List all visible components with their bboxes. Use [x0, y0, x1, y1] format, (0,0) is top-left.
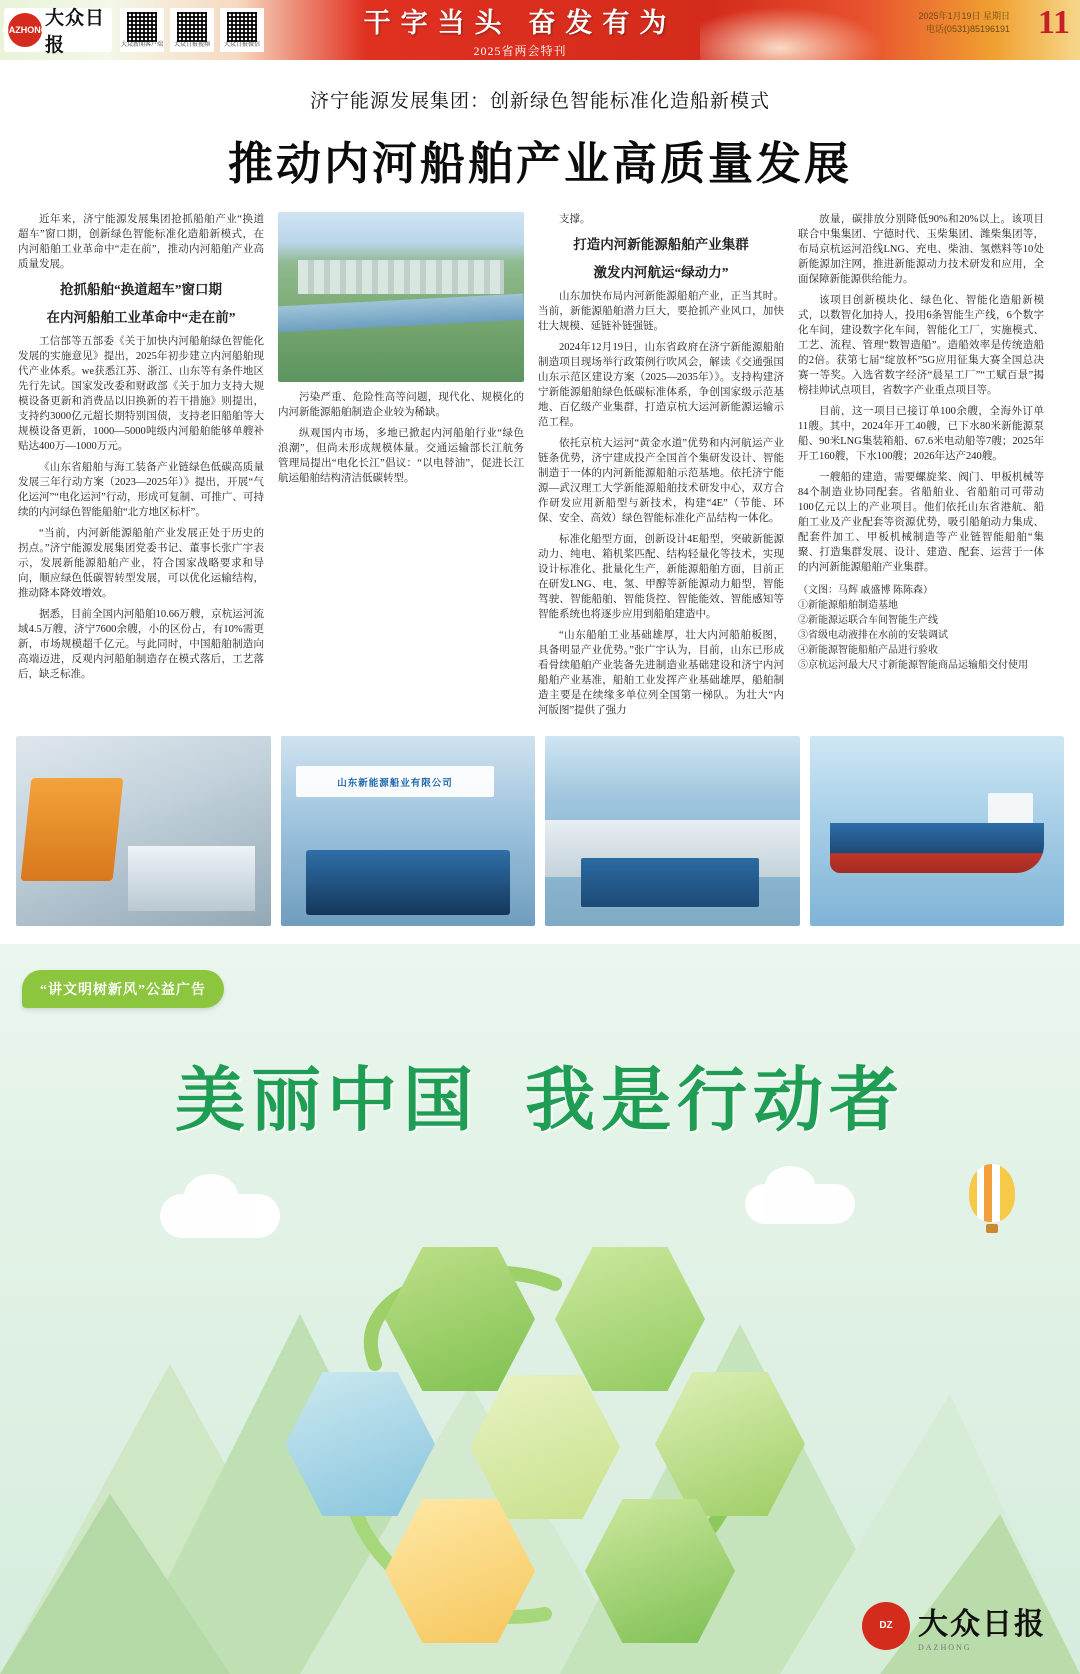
paragraph: 近年来，济宁能源发展集团抢抓船舶产业“换道超车”窗口期，创新绿色智能标准化造船新模式，在内河船舶工业革命中“走在前”，推动内河船舶产业高质量发展。	[18, 214, 264, 270]
ad-title-right: 我是行动者	[525, 1063, 905, 1140]
paragraph: 2024年12月19日，山东省政府在济宁新能源船舶制造项目现场举行政策例行吹风会，解读《交通强国山东示范区建设方案（2025—2035年）》。支持构建济宁新能源船舶绿色低碳标准体系，争创国家级示范基地、百亿级产业集群，打造京杭大运河新能源运输示范工程。	[538, 342, 784, 428]
hex-clear-plate-illustration	[655, 1369, 805, 1519]
paragraph: 依托京杭大运河“黄金水道”优势和内河航运产业链条优势，济宁建成投产全国首个集研发设计、智能制造于一体的内河新能源船舶示范基地。依托济宁能源—武汉理工大学新能源船舶技术研发中心，双方合作研发应用新船型与新技术，构建“4E”（节能、环保、安全、高效）绿色智能标准化产品结构一体化。	[538, 438, 784, 524]
column-3	[538, 212, 784, 724]
credit-head: （文图：马辉 戚盛博 陈陈森）	[798, 585, 933, 596]
hex-waste-sorting-illustration	[555, 1244, 705, 1394]
public-service-ad	[0, 944, 1080, 1674]
paragraph: 纵观国内市场，多地已掀起内河船舶行业“绿色浪潮”，但尚未形成规模体量。交通运输部长江航务管理局提出“电化长江”倡议：“以电替油”，促进长江航运船舶结构清洁低碳转型。	[278, 428, 524, 484]
qr-code-wechat[interactable]	[220, 8, 264, 52]
phone-line: 电话(0531)85196191	[925, 24, 1010, 34]
article-header	[0, 60, 1080, 202]
hex-green-energy-illustration	[285, 1369, 435, 1519]
logo-badge-icon: DAZHONG	[8, 13, 42, 47]
paragraph: 《山东省船舶与海工装备产业链绿色低碳高质量发展三年行动方案（2023—2025年）》提出，开展“气化运河”“电化运河”行动，形成可复制、可推广、可持续的内河绿色智能船舶“北方地区标杆”。	[18, 462, 264, 518]
aerial-photo	[278, 212, 524, 382]
qr-caption: 大众日报视频	[173, 41, 210, 48]
ad-tag-label: “讲文明树新风”公益广告	[22, 970, 224, 1008]
masthead-date	[918, 10, 1010, 36]
cloud-icon	[745, 1184, 855, 1224]
hex-cycling-illustration	[385, 1244, 535, 1394]
hex-wildlife-illustration	[585, 1496, 735, 1646]
masthead-decoration	[700, 0, 900, 60]
vessel-hull	[830, 823, 1044, 872]
slogan-sub: 2025省两会特刊	[473, 44, 567, 58]
qr-code-video[interactable]	[170, 8, 214, 52]
brand-pinyin: DAZHONG	[918, 1643, 972, 1652]
photo-credit	[798, 583, 1044, 673]
credit-item: ④新能源智能船舶产品进行验收	[798, 645, 938, 656]
paragraph: 目前，这一项目已接订单100余艘，全海外订单11艘。其中，2024年开工40艘，已下水80米新能源泵船、90米LNG集装箱船、67.6米电动船等7艘；2025年开工160艘，下水100艘；2026年达产240艘。	[798, 406, 1044, 462]
paragraph: 工信部等五部委《关于加快内河船舶绿色智能化发展的实施意见》提出，2025年初步建立内河船舶现代产业体系。we获悉江苏、浙江、山东等有条件地区先行先试。国家发改委和财政部《关于加力支持大规模设备更新和消费品以旧换新的若干措施》则提出，支持约3000亿元超长期特别国债，支持老旧船舶等大规模设备更新，1000—5000吨级内河船舶能够单艘补贴达400万—1000万元。	[18, 336, 264, 452]
article-columns	[18, 212, 1062, 724]
masthead-slogan	[320, 6, 720, 58]
photo-shipyard-gantry	[281, 736, 536, 926]
qr-caption: 大众新闻客户端	[120, 41, 163, 48]
date-line: 2025年1月19日 星期日	[918, 11, 1010, 21]
hex-illustration-grid	[255, 1244, 825, 1654]
qr-icon	[177, 12, 207, 42]
photo-strip	[16, 736, 1064, 926]
credit-item: ⑤京杭运河最大尺寸新能源智能商品运输船交付使用	[798, 660, 1028, 671]
page-body	[0, 60, 1080, 1652]
paragraph: 据悉，目前全国内河船舶10.66万艘，京杭运河流域4.5万艘，济宁7600余艘，小的区份占，有10%需更新，市场规模超千亿元。与此同时，中国船舶制造向高端迈进，反观内河船舶制造存在模式落后，工艺落后，缺乏标准。	[18, 609, 264, 680]
qr-icon	[127, 12, 157, 42]
page-title: 推动内河船舶产业高质量发展	[227, 139, 852, 189]
ad-title-left: 美丽中国	[175, 1063, 479, 1140]
brand-badge-icon: DZ	[862, 1602, 910, 1650]
subheading: 打造内河新能源船舶产业集群	[573, 237, 749, 252]
paragraph: 该项目创新模块化、绿色化、智能化造船新模式，以数智化加持人，投用6条智能生产线，6个数字化车间，建设数字化车间，智能化工厂，实施模式、工艺、流程、管理“数智造船”。造船效率是传统造船的2倍。获第七届“绽放杯”5G应用征集大赛全国总决赛一等奖。入选省数字经济“晨星工厂”“工赋百景”揭榜挂帅试点项目，省数字产业重点项目等。	[798, 295, 1044, 396]
ad-title	[0, 1044, 1080, 1145]
slogan-main: 干字当头 奋发有为	[363, 8, 677, 38]
photo-smart-workshop	[16, 736, 271, 926]
column-4	[798, 212, 1044, 724]
vessel-superstructure	[988, 793, 1034, 827]
qr-code-app[interactable]	[120, 8, 164, 52]
masthead	[0, 0, 1080, 60]
credit-item: ③省级电动液排在水前的安装调试	[798, 630, 948, 641]
paragraph: “当前，内河新能源船舶产业发展正处于历史的拐点。”济宁能源发展集团党委书记、董事长张广宇表示，发展新能源船舶产业，符合国家战略要求和导向，顺应绿色低碳智转型发展，可以优化运输结构，推动降本降效增效。	[18, 528, 264, 599]
column-2	[278, 212, 524, 724]
paragraph: 山东加快布局内河新能源船舶产业，正当其时。当前，新能源船舶潜力巨大，要抢抓产业风口，加快壮大规模、延链补链强链。	[538, 291, 784, 332]
paragraph: “山东船舶工业基础雄厚，壮大内河船舶板图，具备明显产业优势。”张广宇认为，目前，山东已形成看骨续船舶产业装备先进制造业基础建设和济宁内河船舶产业基准，船舶工业发挥产业基础雄厚，船舶制造主要是在续缘多单位列全国第一梯队。为壮大“内河版图”提供了强力	[538, 630, 784, 716]
column-1	[18, 212, 264, 724]
hot-air-balloon-icon	[969, 1164, 1015, 1222]
subheading: 激发内河航运“绿动力”	[593, 265, 729, 280]
page-number: 11	[1037, 4, 1070, 41]
logo-name: 大众日报	[45, 8, 106, 56]
qr-icon	[227, 12, 257, 42]
photo-dock-overview	[545, 736, 800, 926]
paragraph: 标准化船型方面，创新设计4E船型，突破新能源动力、纯电、箱机桨匹配、结构轻量化等技术，实现设计标准化、批量化生产，新能源船舶方面，目前正在研发LNG、电、氢、甲醇等新能源动力船型，智能驾驶、智能船舶、智能货控、智能能效、智能感知等智能系统也将逐步应用到船舶建造中。	[538, 534, 784, 620]
paragraph: 放量，碳排放分别降低90%和20%以上。该项目联合中集集团、宁德时代、玉柴集团、潍柴集团等，布局京杭运河沿线LNG、充电、柴油、氢燃料等10处新能源加注网，推进新能源动力技术研发和应用，全面保障新能源供给能力。	[798, 214, 1044, 285]
shipyard-banner-label: 山东新能源船业有限公司	[296, 766, 495, 796]
brand-name: 大众日报	[918, 1608, 1046, 1641]
paragraph: 一艘船的建造，需要螺旋桨、阀门、甲板机械等84个制造业协同配套。省船舶业、省船舶司可带动100亿元以上的产业项目。他们依托山东省港航、船舶工业及产业配套等资源优势，吸引船舶动力集成、配套件加工、甲板机械制造等产业链智能船舶“集聚、打造集群发展、设计、建造、配套、运营于一体的内河新能源船舶产业集群。	[798, 472, 1044, 573]
qr-caption: 大众日报微信	[223, 41, 260, 48]
article-kicker: 济宁能源发展集团：创新绿色智能标准化造船新模式	[309, 91, 770, 112]
credit-item: ②新能源运联合车间智能生产线	[798, 615, 938, 626]
cloud-icon	[160, 1194, 280, 1238]
paragraph: 污染严重、危险性高等问题，现代化、规模化的内河新能源船舶制造企业较为稀缺。	[278, 392, 524, 418]
ad-brand-logo	[862, 1599, 1046, 1652]
subheading: 抢抓船舶“换道超车”窗口期	[60, 282, 222, 297]
credit-item: ①新能源船舶制造基地	[798, 600, 898, 611]
newspaper-logo	[2, 8, 112, 56]
photo-finished-vessel	[810, 736, 1065, 926]
paragraph: 支撑。	[559, 214, 591, 225]
subheading: 在内河船舶工业革命中“走在前”	[46, 310, 236, 325]
